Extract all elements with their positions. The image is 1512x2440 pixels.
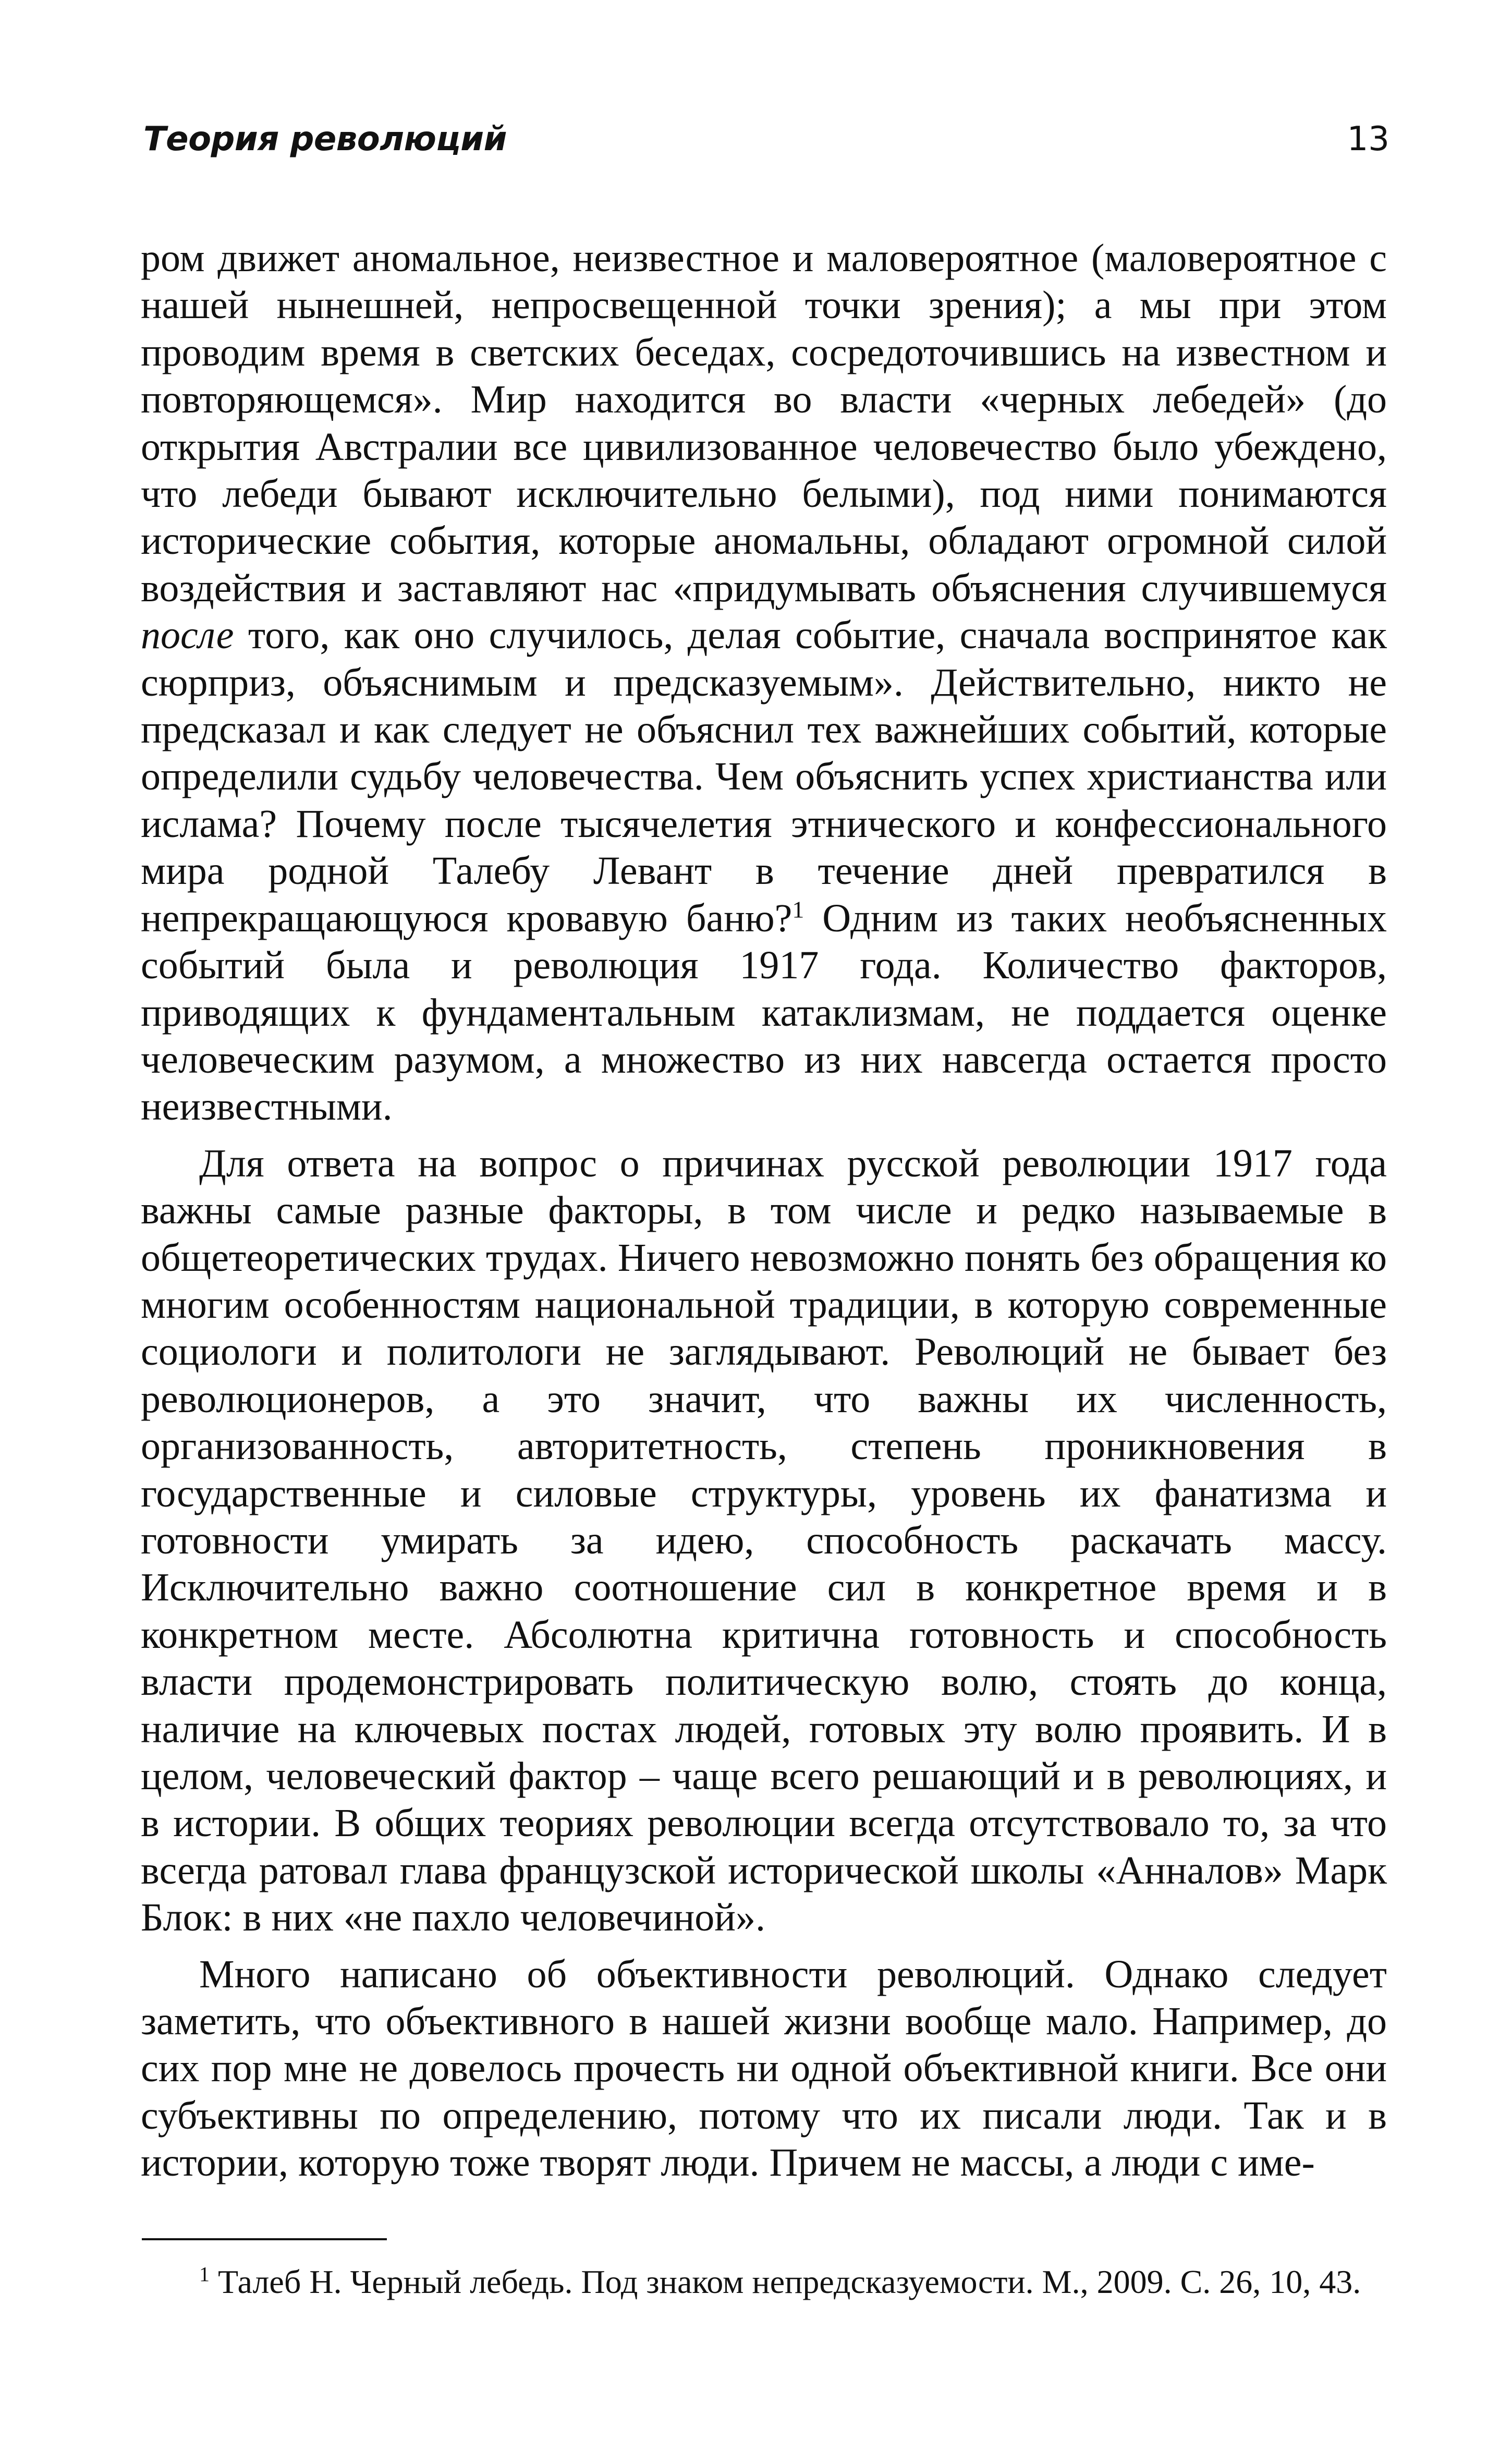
paragraph-2: Для ответа на вопрос о причинах русской революции 1917 года важны самые разные факторы, в том числе и редко называемые в общетеоретических трудах. Ничего невозможно понять без обращения ко многим особенностям национальной традиции, в которую современные социологи и политологи не заглядывают. Революций не бывает без революционеров, а это значит, что важны их численность, организованность, авторитетность, степень проникновения в государственные и силовые структуры, уровень их фанатизма и готовности умирать за идею, способность раскачать массу. Исключительно важно соотношение сил в конкретное время и в конкретном месте. Абсолютна критична готовность и способность власти продемонстрировать политическую волю, стоять до конца, наличие на ключевых постах людей, готовых эту волю проявить. И в целом, человеческий фактор – чаще всего решающий и в революциях, и в истории. В общих теориях революции всегда отсутствовало то, за что всегда ратовал глава французской исторической школы «Анналов» Марк Блок: в них «не пахло человечиной».: [141, 1141, 1387, 1940]
paragraph-1-text-c: Одним из таких необъясненных событий была и революция 1917 года. Количество факторов, приводящих к фундаментальным катаклизмам, не поддается оценке человеческим разумом, а множество из них навсегда остается просто неизвестными.: [141, 896, 1387, 1129]
paragraph-1-emphasis: после: [141, 613, 234, 658]
footnote-reference[interactable]: 1: [792, 896, 804, 923]
paragraph-1-text-b: того, как оно случилось, делая событие, сначала воспринятое как сюрприз, объяснимым и предсказуемым». Действительно, никто не предсказал и как следует не объяснил тех важнейших событий, которые определили судьбу человечества. Чем объяснить успех христианства или ислама? Почему после тысячелетия этнического и конфессионального мира родной Талебу Левант в течение дней превратился в непрекращающуюся кровавую баню?: [141, 613, 1387, 940]
footnote: [141, 2258, 1387, 2306]
running-title: Теория революций: [143, 120, 507, 159]
footnote-number: 1: [199, 2262, 210, 2286]
paragraph-1: [141, 235, 1387, 1131]
body-text: [141, 235, 1387, 2187]
page-number: 13: [1347, 120, 1389, 159]
running-head: [143, 104, 1389, 167]
footnote-text: Талеб Н. Черный лебедь. Под знаком непредсказуемости. М., 2009. С. 26, 10, 43.: [210, 2263, 1361, 2300]
paragraph-3: Много написано об объективности революций. Однако следует заметить, что объективного в нашей жизни вообще мало. Например, до сих пор мне не довелось прочесть ни одной объективной книги. Все они субъективны по определению, потому что их писали люди. Так и в истории, которую тоже творят люди. Причем не массы, а люди с име-: [141, 1952, 1387, 2185]
footnote-divider: [142, 2238, 387, 2240]
paragraph-1-text-a: ром движет аномальное, неизвестное и маловероятное (маловероятное с нашей нынешней, непросвещенной точки зрения); а мы при этом проводим время в светских беседах, сосредоточившись на известном и повторяющемся». Мир находится во власти «черных лебедей» (до открытия Австралии все цивилизованное человечество было убеждено, что лебеди бывают исключительно белыми), под ними понимаются исторические события, которые аномальны, обладают огромной силой воздействия и заставляют нас «придумывать объяснения случившемуся: [141, 236, 1387, 610]
